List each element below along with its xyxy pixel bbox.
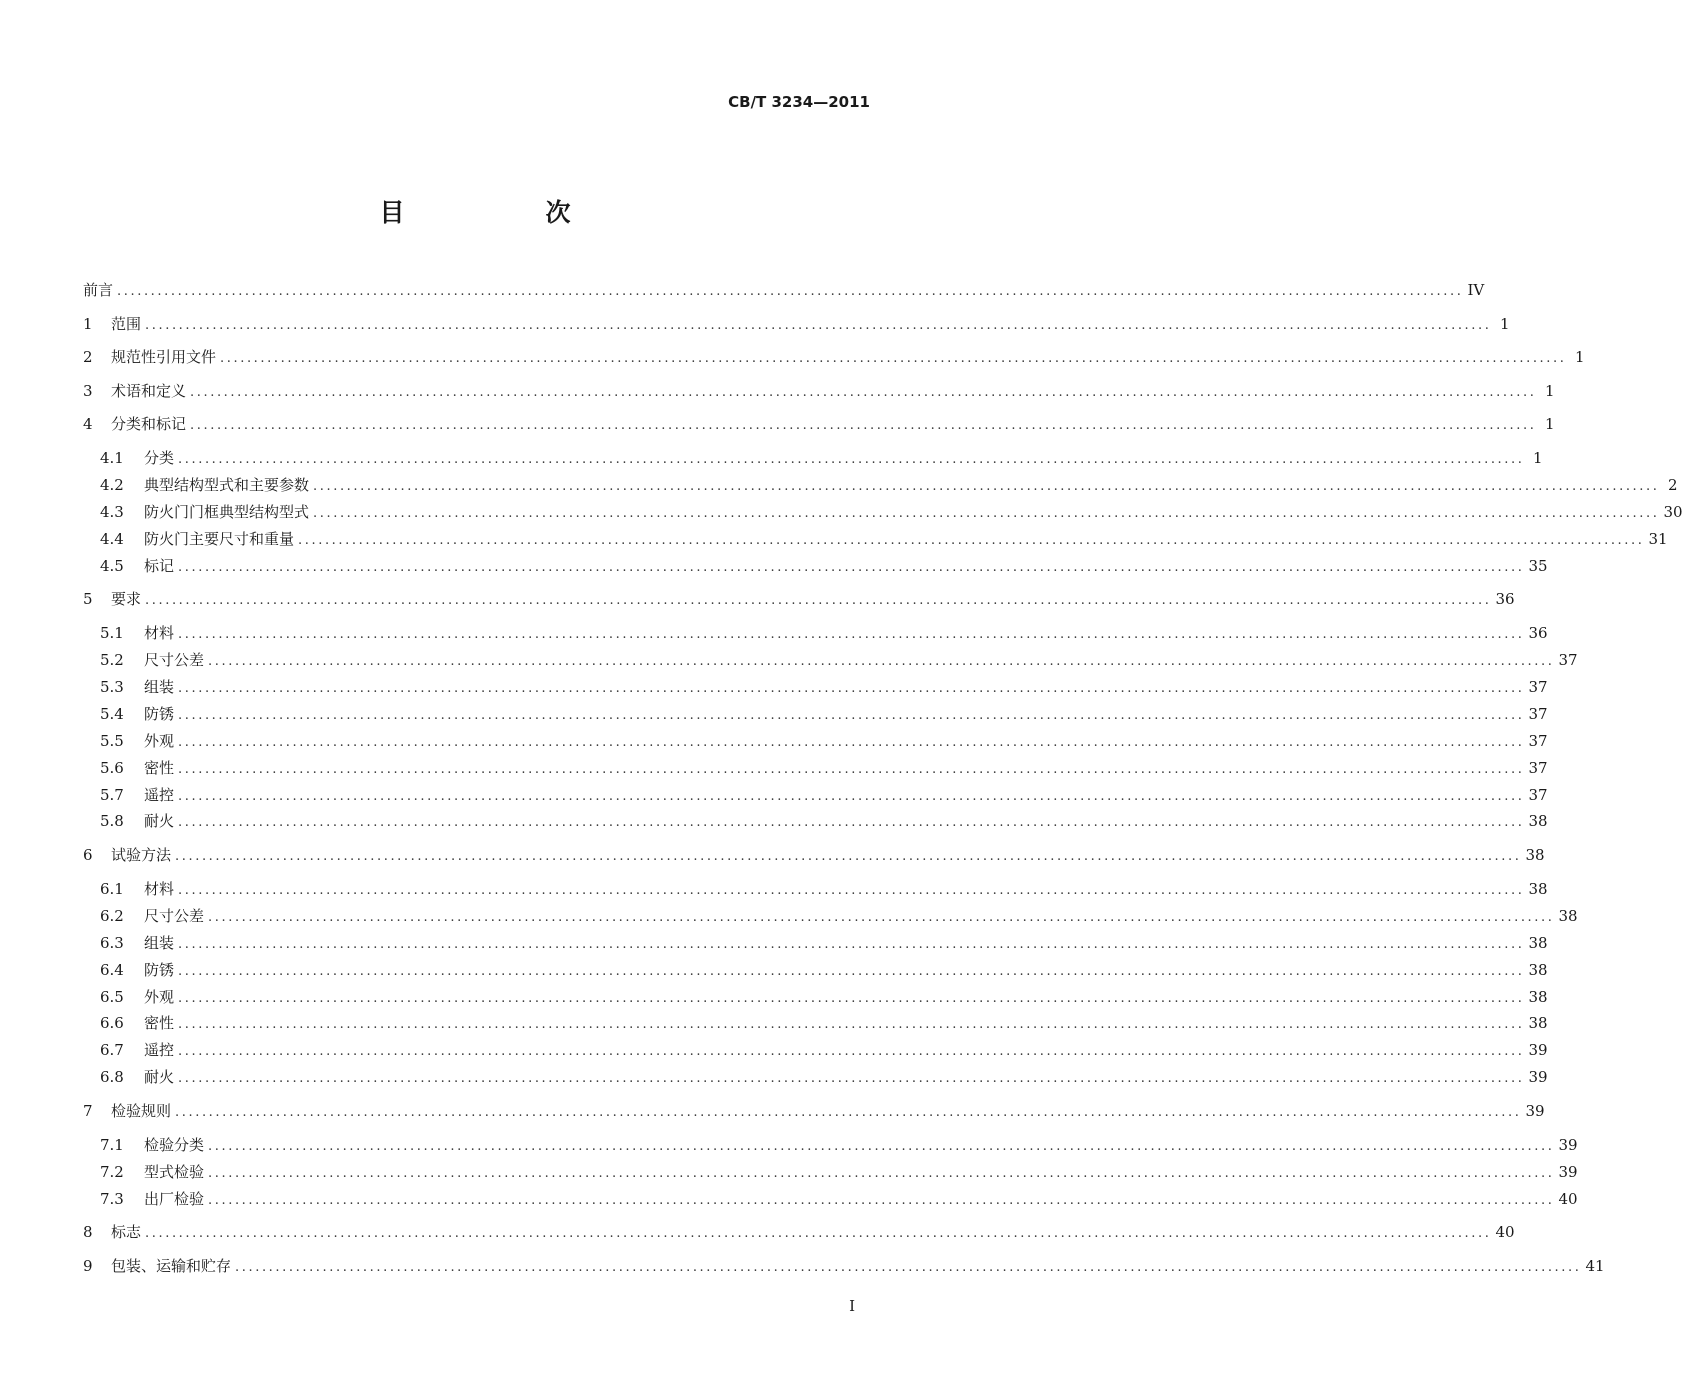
toc-entry[interactable] bbox=[83, 984, 1548, 1010]
toc-entry-number: 6.3 bbox=[100, 933, 124, 952]
toc-dot-leader: ........................................................................................................................................................................................................ bbox=[208, 654, 1555, 669]
toc-entry-label: 组装 bbox=[144, 933, 175, 952]
toc-entry[interactable] bbox=[83, 728, 1548, 754]
toc-dot-leader: ........................................................................................................................................................................................................ bbox=[208, 1192, 1555, 1208]
toc-entry-label: 出厂检验 bbox=[144, 1189, 205, 1208]
toc-entry-page: 38 bbox=[1528, 987, 1548, 1006]
toc-entry-page: IV bbox=[1467, 281, 1485, 299]
toc-entry-label: 材料 bbox=[144, 879, 175, 898]
toc-entry[interactable] bbox=[83, 499, 1683, 525]
toc-entry-page: 1 bbox=[1499, 314, 1510, 333]
toc-entry-page: 38 bbox=[1528, 933, 1548, 952]
toc-entry[interactable] bbox=[83, 445, 1543, 471]
toc-dot-leader: ........................................................................................................................................................................................................ bbox=[178, 734, 1525, 750]
toc-entry[interactable] bbox=[83, 1010, 1548, 1036]
toc-dot-leader: ........................................................................................................................................................................................................ bbox=[235, 1259, 1582, 1275]
toc-entry-page: 1 bbox=[1574, 348, 1585, 366]
toc-dot-leader: ........................................................................................................................................................................................................ bbox=[298, 532, 1645, 548]
toc-dot-leader: ........................................................................................................................................................................................................ bbox=[190, 418, 1537, 433]
toc-dot-leader: ........................................................................................................................................................................................................ bbox=[117, 284, 1464, 299]
toc-entry[interactable] bbox=[83, 1219, 1515, 1245]
toc-entry-page: 30 bbox=[1663, 502, 1683, 521]
toc-entry-label: 术语和定义 bbox=[111, 381, 187, 400]
toc-entry-page: 1 bbox=[1544, 381, 1555, 400]
toc-entry-page: 39 bbox=[1525, 1101, 1545, 1120]
toc-entry-page: 37 bbox=[1558, 651, 1578, 669]
toc-dot-leader: ........................................................................................................................................................................................................ bbox=[178, 627, 1525, 643]
toc-entry-label: 包装、运输和贮存 bbox=[111, 1256, 232, 1275]
toc-dot-leader: ........................................................................................................................................................................................................ bbox=[178, 788, 1525, 804]
toc-entry[interactable] bbox=[83, 586, 1515, 612]
toc-entry-number: 1 bbox=[83, 314, 93, 333]
toc-entry-label: 防火门门框典型结构型式 bbox=[144, 502, 310, 521]
toc-entry-label: 组装 bbox=[144, 677, 175, 696]
toc-entry[interactable] bbox=[83, 903, 1578, 929]
toc-entry-page: 39 bbox=[1558, 1135, 1578, 1154]
toc-entry-page: 37 bbox=[1528, 758, 1548, 777]
toc-entry[interactable] bbox=[83, 311, 1510, 337]
toc-entry-page: 39 bbox=[1528, 1068, 1548, 1087]
toc-entry-number: 5.1 bbox=[100, 624, 124, 643]
toc-entry[interactable] bbox=[83, 526, 1668, 552]
toc-entry[interactable] bbox=[83, 378, 1555, 404]
toc-entry[interactable] bbox=[83, 1159, 1578, 1185]
toc-dot-leader: ........................................................................................................................................................................................................ bbox=[208, 1138, 1555, 1154]
toc-entry[interactable] bbox=[83, 472, 1678, 498]
toc-dot-leader: ........................................................................................................................................................................................................ bbox=[175, 848, 1522, 864]
toc-entry-page: 35 bbox=[1528, 556, 1548, 575]
toc-entry[interactable] bbox=[83, 620, 1548, 646]
toc-entry[interactable] bbox=[83, 344, 1585, 370]
toc-entry[interactable] bbox=[83, 1064, 1548, 1090]
toc-entry-label: 防锈 bbox=[144, 960, 175, 979]
toc-entry-number: 6.1 bbox=[100, 879, 124, 898]
toc-entry[interactable] bbox=[83, 647, 1578, 673]
toc-entry-page: 2 bbox=[1667, 475, 1678, 494]
toc-entry[interactable] bbox=[83, 930, 1548, 956]
toc-entry[interactable] bbox=[83, 1132, 1578, 1158]
toc-entry-number: 5.5 bbox=[100, 731, 124, 750]
toc-entry-page: 38 bbox=[1528, 1014, 1548, 1033]
toc-dot-leader: ........................................................................................................................................................................................................ bbox=[178, 1017, 1525, 1033]
toc-entry-label: 规范性引用文件 bbox=[111, 348, 217, 366]
toc-dot-leader: ........................................................................................................................................................................................................ bbox=[178, 680, 1525, 696]
toc-dot-leader: ........................................................................................................................................................................................................ bbox=[190, 384, 1537, 400]
toc-dot-leader: ........................................................................................................................................................................................................ bbox=[145, 1226, 1492, 1241]
toc-entry-page: 37 bbox=[1528, 677, 1548, 696]
toc-dot-leader: ........................................................................................................................................................................................................ bbox=[145, 317, 1492, 333]
toc-entry-number: 3 bbox=[83, 381, 93, 400]
toc-entry-number: 7.1 bbox=[100, 1135, 124, 1154]
toc-entry-page: 36 bbox=[1528, 624, 1548, 643]
toc-entry-number: 6.7 bbox=[100, 1041, 124, 1060]
toc-dot-leader: ........................................................................................................................................................................................................ bbox=[175, 1104, 1522, 1120]
toc-entry-label: 防锈 bbox=[144, 704, 175, 723]
toc-entry-number: 4.2 bbox=[100, 475, 124, 494]
toc-entry-label: 材料 bbox=[144, 624, 175, 643]
toc-entry-number: 7 bbox=[83, 1101, 93, 1120]
toc-entry-page: 38 bbox=[1528, 812, 1548, 831]
toc-entry-number: 7.3 bbox=[100, 1189, 124, 1208]
toc-entry-number: 8 bbox=[83, 1223, 93, 1241]
toc-entry-label: 密性 bbox=[144, 758, 175, 777]
toc-dot-leader: ........................................................................................................................................................................................................ bbox=[178, 1071, 1525, 1087]
toc-entry-number: 6.6 bbox=[100, 1014, 124, 1033]
toc-entry-page: 37 bbox=[1528, 704, 1548, 723]
toc-dot-leader: ........................................................................................................................................................................................................ bbox=[178, 707, 1525, 723]
toc-entry-label: 防火门主要尺寸和重量 bbox=[144, 529, 295, 548]
toc-entry-number: 5.8 bbox=[100, 812, 124, 831]
toc-entry-label: 遥控 bbox=[144, 1041, 175, 1060]
toc-entry-label: 外观 bbox=[144, 731, 175, 750]
toc-entry-label: 外观 bbox=[144, 987, 175, 1006]
toc-entry[interactable] bbox=[83, 1098, 1545, 1124]
toc-entry-number: 4.4 bbox=[100, 529, 124, 548]
toc-entry[interactable] bbox=[83, 1253, 1605, 1279]
toc-entry-page: 36 bbox=[1495, 590, 1515, 609]
toc-dot-leader: ........................................................................................................................................................................................................ bbox=[313, 478, 1660, 494]
toc-entry-label: 试验方法 bbox=[111, 845, 172, 864]
toc-dot-leader: ........................................................................................................................................................................................................ bbox=[178, 761, 1525, 777]
toc-entry-page: 39 bbox=[1528, 1041, 1548, 1060]
toc-entry-number: 6.5 bbox=[100, 987, 124, 1006]
toc-entry[interactable] bbox=[83, 411, 1555, 437]
toc-entry-label: 耐火 bbox=[144, 1068, 175, 1087]
toc-entry-label: 分类和标记 bbox=[111, 415, 187, 433]
toc-entry-number: 7.2 bbox=[100, 1162, 124, 1181]
toc-entry-page: 38 bbox=[1528, 960, 1548, 979]
toc-entry[interactable] bbox=[83, 782, 1548, 808]
toc-entry-number: 5.6 bbox=[100, 758, 124, 777]
toc-entry-number: 5 bbox=[83, 590, 93, 609]
toc-entry[interactable] bbox=[83, 876, 1548, 902]
toc-entry-label: 密性 bbox=[144, 1014, 175, 1033]
toc-entry-label: 耐火 bbox=[144, 812, 175, 831]
toc-entry-number: 6.2 bbox=[100, 906, 124, 925]
toc-entry-number: 4.5 bbox=[100, 556, 124, 575]
toc-entry-number: 5.4 bbox=[100, 704, 124, 723]
toc-entry-page: 1 bbox=[1532, 449, 1543, 467]
toc-dot-leader: ........................................................................................................................................................................................................ bbox=[178, 963, 1525, 979]
toc-dot-leader: ........................................................................................................................................................................................................ bbox=[208, 1165, 1555, 1181]
toc-entry-label: 范围 bbox=[111, 314, 142, 333]
document-code: CB/T 3234—2011 bbox=[728, 93, 870, 111]
toc-dot-leader: ........................................................................................................................................................................................................ bbox=[178, 815, 1525, 831]
toc-entry-number: 5.7 bbox=[100, 785, 124, 804]
toc-entry[interactable] bbox=[83, 277, 1485, 303]
toc-entry-label: 检验分类 bbox=[144, 1135, 205, 1154]
toc-entry-number: 4 bbox=[83, 415, 93, 433]
toc-entry-page: 38 bbox=[1525, 845, 1545, 864]
toc-entry-page: 38 bbox=[1528, 879, 1548, 898]
toc-dot-leader: ........................................................................................................................................................................................................ bbox=[145, 593, 1492, 609]
toc-entry-page: 38 bbox=[1558, 906, 1578, 925]
toc-entry-page: 40 bbox=[1495, 1223, 1515, 1241]
toc-entry-number: 9 bbox=[83, 1256, 93, 1275]
toc-entry[interactable] bbox=[83, 1186, 1578, 1212]
toc-entry-page: 39 bbox=[1558, 1162, 1578, 1181]
toc-dot-leader: ........................................................................................................................................................................................................ bbox=[178, 882, 1525, 898]
toc-entry-page: 41 bbox=[1585, 1256, 1605, 1275]
toc-entry-label: 型式检验 bbox=[144, 1162, 205, 1181]
toc-entry-number: 5.3 bbox=[100, 677, 124, 696]
toc-entry-number: 4.3 bbox=[100, 502, 124, 521]
toc-entry-label: 检验规则 bbox=[111, 1101, 172, 1120]
toc-entry[interactable] bbox=[83, 1037, 1548, 1063]
toc-entry-number: 6 bbox=[83, 845, 93, 864]
toc-entry-number: 6.8 bbox=[100, 1068, 124, 1087]
toc-entry-label: 标记 bbox=[144, 556, 175, 575]
toc-entry-number: 2 bbox=[83, 348, 93, 366]
page-number: I bbox=[849, 1297, 855, 1315]
toc-dot-leader: ........................................................................................................................................................................................................ bbox=[313, 505, 1660, 521]
toc-entry-label: 分类 bbox=[144, 449, 175, 467]
toc-entry[interactable] bbox=[83, 701, 1548, 727]
toc-entry-number: 6.4 bbox=[100, 960, 124, 979]
toc-entry-page: 37 bbox=[1528, 785, 1548, 804]
toc-dot-leader: ........................................................................................................................................................................................................ bbox=[178, 936, 1525, 952]
page-title: 目 次 bbox=[379, 198, 629, 227]
toc-entry-label: 尺寸公差 bbox=[144, 651, 205, 669]
toc-entry-page: 37 bbox=[1528, 731, 1548, 750]
toc-dot-leader: ........................................................................................................................................................................................................ bbox=[178, 559, 1525, 575]
toc-entry[interactable] bbox=[83, 957, 1548, 983]
toc-entry[interactable] bbox=[83, 674, 1548, 700]
toc-entry-label: 标志 bbox=[111, 1223, 142, 1241]
toc-entry-page: 31 bbox=[1648, 529, 1668, 548]
toc-entry-page: 1 bbox=[1544, 415, 1555, 433]
toc-dot-leader: ........................................................................................................................................................................................................ bbox=[178, 990, 1525, 1006]
toc-entry-number: 5.2 bbox=[100, 651, 124, 669]
toc-entry[interactable] bbox=[83, 553, 1548, 579]
toc-entry-page: 40 bbox=[1558, 1189, 1578, 1208]
toc-dot-leader: ........................................................................................................................................................................................................ bbox=[178, 1044, 1525, 1060]
toc-entry[interactable] bbox=[83, 842, 1545, 868]
toc-entry-number: 4.1 bbox=[100, 449, 124, 467]
toc-entry-label: 典型结构型式和主要参数 bbox=[144, 475, 310, 494]
toc-dot-leader: ........................................................................................................................................................................................................ bbox=[220, 351, 1567, 366]
toc-entry[interactable] bbox=[83, 755, 1548, 781]
toc-entry-label: 尺寸公差 bbox=[144, 906, 205, 925]
toc-entry[interactable] bbox=[83, 808, 1548, 834]
toc-entry-label: 要求 bbox=[111, 590, 142, 609]
toc-entry-label: 遥控 bbox=[144, 785, 175, 804]
toc-dot-leader: ........................................................................................................................................................................................................ bbox=[208, 909, 1555, 925]
toc-dot-leader: ........................................................................................................................................................................................................ bbox=[178, 452, 1525, 467]
toc-entry-label: 前言 bbox=[83, 281, 114, 299]
